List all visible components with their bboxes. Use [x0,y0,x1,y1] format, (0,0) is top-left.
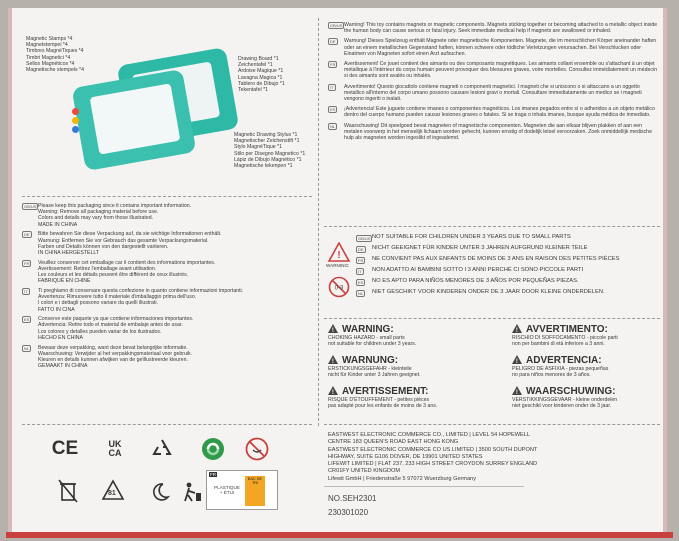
part-label: Magnetstempel *4 [26,42,68,49]
choking-line-2: niet geschikt voor kinderen onder de 3 jaar. [512,403,612,410]
fr-badge: FR [210,472,216,477]
notice-line: Warnung: Entfernen Sie vor Gebrauch das gesamte Verpackungsmaterial. [38,237,209,244]
notice-line: FABRIQUÉ EN CHINE [38,278,91,285]
age-warning-text: NIET GESCHIKT VOOR KINDEREN ONDER DE 3 JAAR DOOR KLEINE ONDERDELEN. [372,289,605,295]
notice-block [22,288,314,313]
language-flag: NL [24,345,30,351]
notice-line: Les couleurs et les détails peuvent être différent de ceux illustrés. [38,272,189,279]
notice-line: Conserve este paquete ya que contiene informaciones importantes. [38,316,194,323]
warning-triangle-icon [328,355,338,364]
notice-line: Bewaar deze verpakking, want deze bevat belangrijke informatie. [38,344,188,351]
language-flag: ES [24,317,30,323]
choking-line-1: VERSTIKKINGSGEVAAR - kleine onderdelen [512,397,618,403]
choking-warning [512,386,679,409]
notice-line: Farben und Details können von den dargestellt variieren. [38,243,169,250]
green-dot-icon [200,436,226,462]
company-line: LIFEWIT LIMITED | FLAT 237, 233 HIGH STREET CROYDON SURREY ENGLAND [328,461,538,468]
choking-line-2: nicht für Kinder unter 3 Jahren geeignet. [328,372,421,379]
divider-left-2 [22,424,312,425]
warning-triangle-icon [328,242,350,262]
choking-line-1: PELIGRO DE ASFIXIA - piezas pequeñas [512,366,609,372]
part-label: Magnetic Drawing Stylus *1 [234,132,298,138]
choking-title-text: ADVERTENCIA: [526,355,602,366]
part-label: Sellos Magnéticos *4 [26,60,75,67]
no-mouth-icon [244,436,270,462]
choking-title-text: WAARSCHUWING: [526,386,616,397]
choking-line-1: ERSTICKUNGSGEFAHR - kleinteile [328,366,412,372]
language-flag: IT [358,269,362,274]
part-label: Stylo MagnéTique *1 [234,144,282,151]
choking-title [328,386,498,397]
packaging-notices [22,203,314,373]
part-label: Lápiz de Dibujo Magnético *1 [234,156,302,163]
notice-line: Avertissement: Retirez l'emballage avant utilisation. [38,265,157,272]
choking-title [328,324,498,335]
language-flag: NL [330,123,336,129]
notice-block [22,203,314,228]
company-line: Lifewit GmbH | Friedenstraße 5 97072 Wuerzburg Germany [328,475,477,482]
notice-line: FATTO IN CINA [38,306,75,313]
notice-line: MADE IN CHINA [38,221,78,228]
packaging-back-panel [8,8,667,536]
language-flag: GB/US [358,236,371,241]
age-warning-text: NOT SUITABLE FOR CHILDREN UNDER 3 YEARS DUE TO SMALL PARTS [372,234,571,240]
part-label: Lavagna Magica *1 [238,74,283,81]
part-label: Timbri Magnetici *4 [26,54,71,61]
choking-warning [512,355,679,378]
part-label: Magnetischer Zeichenstift *1 [234,138,300,145]
notice-line: Waarschuwing: Verwijder al het verpakkingsmateriaal voor gebruik. [38,350,193,357]
magnet-warning-text: Warnung! Dieses Spielzeug enthält Magnete oder magnetische Komponenten. Magnete, die im menschlichen Körper aneinander haften oder an einem metallischen Gegenstand haften, können schwere oder tödliche Verletzungen verursachen. Bei Verschlucken oder Einatmen von Magneten sofort einen Arzt aufsuchen. [344,38,657,57]
notice-line: Colors and details may vary from those illustrated. [38,215,154,222]
choking-line-1: RISCHIO DI SOFFOCAMENTO - piccole parti [512,335,618,341]
language-flag: ES [330,107,336,113]
magnet-warning [328,38,660,57]
language-flag: NL [358,291,364,296]
choking-title-text: AVERTISSEMENT: [342,386,429,397]
age-warning-row [356,256,660,267]
age-warning-text: NE CONVIENT PAS AUX ENFANTS DE MOINS DE 3 ANS EN RAISON DES PETITES PIÈCES [372,256,620,262]
svg-text:!: ! [337,250,341,261]
part-label: Tablero de Dibujo *1 [238,80,285,87]
notice-line: Kleuren en details kunnen afwijken van de geïllustreerde kleuren. [38,356,188,363]
magnet-warning-text: Avertissement! Ce jouet contient des aimants ou des composants magnétiques. Les aimants collant ensemble ou s'attachant à un objet métallique à l'intérieur du corps humain peuvent provoquer des blessures graves, voire mortelles. Consultez immédiatement un médecin si des aimants sont avalés ou inhalés. [344,61,657,80]
parts-list-stamps [26,36,136,73]
tidyman-icon [180,480,204,504]
warning-triangle-icon [328,324,338,333]
choking-warning [512,324,679,347]
warning-triangle-icon [512,324,522,333]
age-warning-label: WARNING: [326,263,350,268]
notice-block [22,316,314,341]
choking-title [328,355,498,366]
product-number: NO.SEH2301 [328,494,377,503]
magnet-warning [328,123,660,142]
notice-line: Bitte bewahren Sie diese Verpackung auf, da sie wichtige Informationen enthält. [38,231,222,238]
stamp-dots [72,108,80,134]
language-flag: FR [330,62,336,68]
choking-line-2: pas adapté pour les enfants de moins de 3 ans. [328,403,438,410]
choking-line-2: no para niños menores de 3 años. [512,372,591,379]
language-flag: DE [358,247,364,252]
company-line: CR01FY UNITED KINGDOM [328,468,401,475]
choking-line-1: CHOKING HAZARD - small parts [328,335,405,341]
company-line: EASTWEST ELECTRONIC COMMERCE CO., LIMITED | LEVEL 54 HOPEWELL [328,432,530,438]
vertical-divider [318,18,319,426]
part-label: Stilo per Disegno Magnetico *1 [234,150,306,157]
bac-label: BAC DE TRI [247,477,263,486]
notice-line: I colori e i dettagli possono variare da quelli illustrati. [38,300,158,307]
choking-line-2: not suitable for children under 3 years. [328,341,417,348]
warning-triangle-icon [512,355,522,364]
recycle-icon [150,438,174,460]
parts-list-stylus [234,132,324,169]
part-label: Zeichentafel *1 [238,62,273,69]
notice-block [22,260,314,285]
choking-title-text: AVVERTIMENTO: [526,324,608,335]
parts-list-board [238,56,318,93]
language-flag: DE [330,39,336,45]
age-warning-row [356,289,660,300]
moon-icon [148,480,172,504]
part-label: Ardoise Magique *1 [238,68,284,75]
age-warnings [356,234,660,300]
magnet-warning [328,22,660,34]
notice-line: Warning: Remove all packaging material before use. [38,209,159,216]
magnet-warning [328,84,660,103]
notice-block [22,345,314,370]
svg-text:0-3: 0-3 [334,285,344,292]
magnet-warning [328,106,660,118]
choking-warning [328,386,498,409]
warning-triangle-icon [512,386,522,395]
company-line: HIGHWAY, SUITE G106 DOVER, DE 19901 UNITED STATES [328,453,483,460]
age-warning-text: NON ADATTO AI BAMBINI SOTTO I 3 ANNI PERCHÉ CI SONO PICCOLE PARTI [372,267,584,273]
batch-number: 230301020 [328,508,369,517]
notice-line: Ti preghiamo di conservare questa confezione in quanto contiene informazioni importanti. [38,287,244,294]
notice-line: Veuillez conserver cet emballage car il contient des informations importantes. [38,259,216,266]
age-warning-icon [328,242,350,262]
company-line: CENTRE 183 QUEEN'S ROAD EAST HONG KONG [328,439,459,446]
notice-line: Advertencia: Retire todo el material de embalaje antes de usar. [38,322,183,329]
company-line: EASTWEST ELECTRONIC COMMERCE CO US LIMITED | 3500 SOUTH DUPONT [328,446,538,453]
choking-warnings [328,324,660,420]
notice-block [22,231,314,256]
language-flag: GB/US [24,204,37,209]
language-flag: IT [24,288,28,294]
choking-warning [328,324,498,347]
notice-line: GEMAAKT IN CHINA [38,363,88,370]
divider-right-2 [324,318,660,319]
part-label: Magnetic Stamps *4 [26,36,73,42]
company-info [328,432,658,483]
choking-warning [328,355,498,378]
age-warning-text: NO ES APTO PARA NIÑOS MENORES DE 3 AÑOS POR PEQUEÑAS PIEZAS. [372,278,579,284]
ukca-mark: UK CA [108,439,122,458]
age-warning-row [356,245,660,256]
magnet-warning-text: Waarschuwing! Dit speelgoed bevat magneten of magnetische componenten. Magneten die aan elkaar blijven plakken of aan een metalen voorwerp in het menselijk lichaam worden gehecht, kunnen ernstig of dodelijk letsel veroorzaken. Zoek onmiddellijk medische hulp als magneten worden ingeslikt of ingeademd. [344,122,652,142]
bac-de-tri-box [245,476,265,506]
magnet-warning-text: ¡Advertencia! Este juguete contiene imanes o componentes magnéticos. Los imanes pegados entre sí o adheridos a un objeto metálico dentro del cuerpo humano pueden causar lesiones graves o fatales. Si se traga o inhala imanes, busque ayuda médica de inmediato. [344,106,655,119]
language-flag: DE [24,232,30,238]
language-flag: ES [358,280,364,285]
choking-line-1: RISQUE D'ÉTOUFFEMENT - petites pièces [328,397,430,403]
bin-icon [56,478,80,504]
language-flag: FR [358,258,364,263]
notice-line: Los colores y detalles pueden variar de los ilustrados. [38,328,162,335]
language-flag: GB/US [330,23,343,28]
magnet-warning-text: Warning! This toy contains magnets or magnetic components. Magnets sticking together or becoming attached to a metallic object inside the human body can cause serious or fatal injury. Seek immediate medical help if magnets are swallowed or inhaled. [344,22,658,35]
divider-company [324,486,524,487]
warning-triangle-icon [328,386,338,395]
choking-title [512,355,679,366]
age-warning-row [356,234,660,245]
box-bottom-edge [6,532,673,538]
language-flag: IT [330,84,334,90]
age-warning-row [356,278,660,289]
choking-title-text: WARNING: [342,324,394,335]
divider-right-3 [324,424,660,425]
notice-line: Avvertenza: Rimuovere tutto il materiale d'imballaggio prima dell'uso. [38,294,197,301]
language-flag: FR [24,260,30,266]
choking-line-2: non per bambini di età inferiore a 3 anni. [512,341,605,348]
part-label: Magnetische tekenpen *1 [234,163,293,170]
notice-line: HECHO EN CHINA [38,334,83,341]
choking-title-text: WARNUNG: [342,355,399,366]
age-warning-text: NICHT GEEIGNET FÜR KINDER UNTER 3 JAHREN AUFGRUND KLEINER TEILE [372,245,588,251]
part-label: Drawing Board *1 [238,56,279,62]
magnet-warning-text: Avvertimento! Questo giocattolo contiene magneti o componenti magnetici. I magneti che si uniscono o si attaccano a un oggetto metallico all'interno del corpo umano possono causare lesioni gravi o mortali. Consultare immediatamente un medico se i magneti vengono ingeriti o inalati. [344,83,642,103]
ce-mark: CE [51,438,79,459]
recycle-81-number: 81 [108,490,116,497]
notice-line: IN CHINA HERGESTELLT [38,249,100,256]
notice-line: Please keep this packaging since it contains important information. [38,203,192,209]
part-label: Magnetische stempels *4 [26,67,84,74]
magnet-warnings [328,22,660,145]
choking-title [512,386,679,397]
divider-left-1 [22,196,312,197]
age-0-3-icon [328,276,350,298]
no-under-3-icon [328,276,350,298]
magnet-warning [328,61,660,80]
divider-right-1 [324,226,660,227]
age-warning-row [356,267,660,278]
part-label: Tekentafel *1 [238,87,268,94]
triman-badge [206,470,278,510]
part-label: Timbres MagnéTiques *4 [26,48,84,55]
plastique-label: PLASTIQUE + ÉTUI [214,485,240,496]
choking-title [512,324,679,335]
